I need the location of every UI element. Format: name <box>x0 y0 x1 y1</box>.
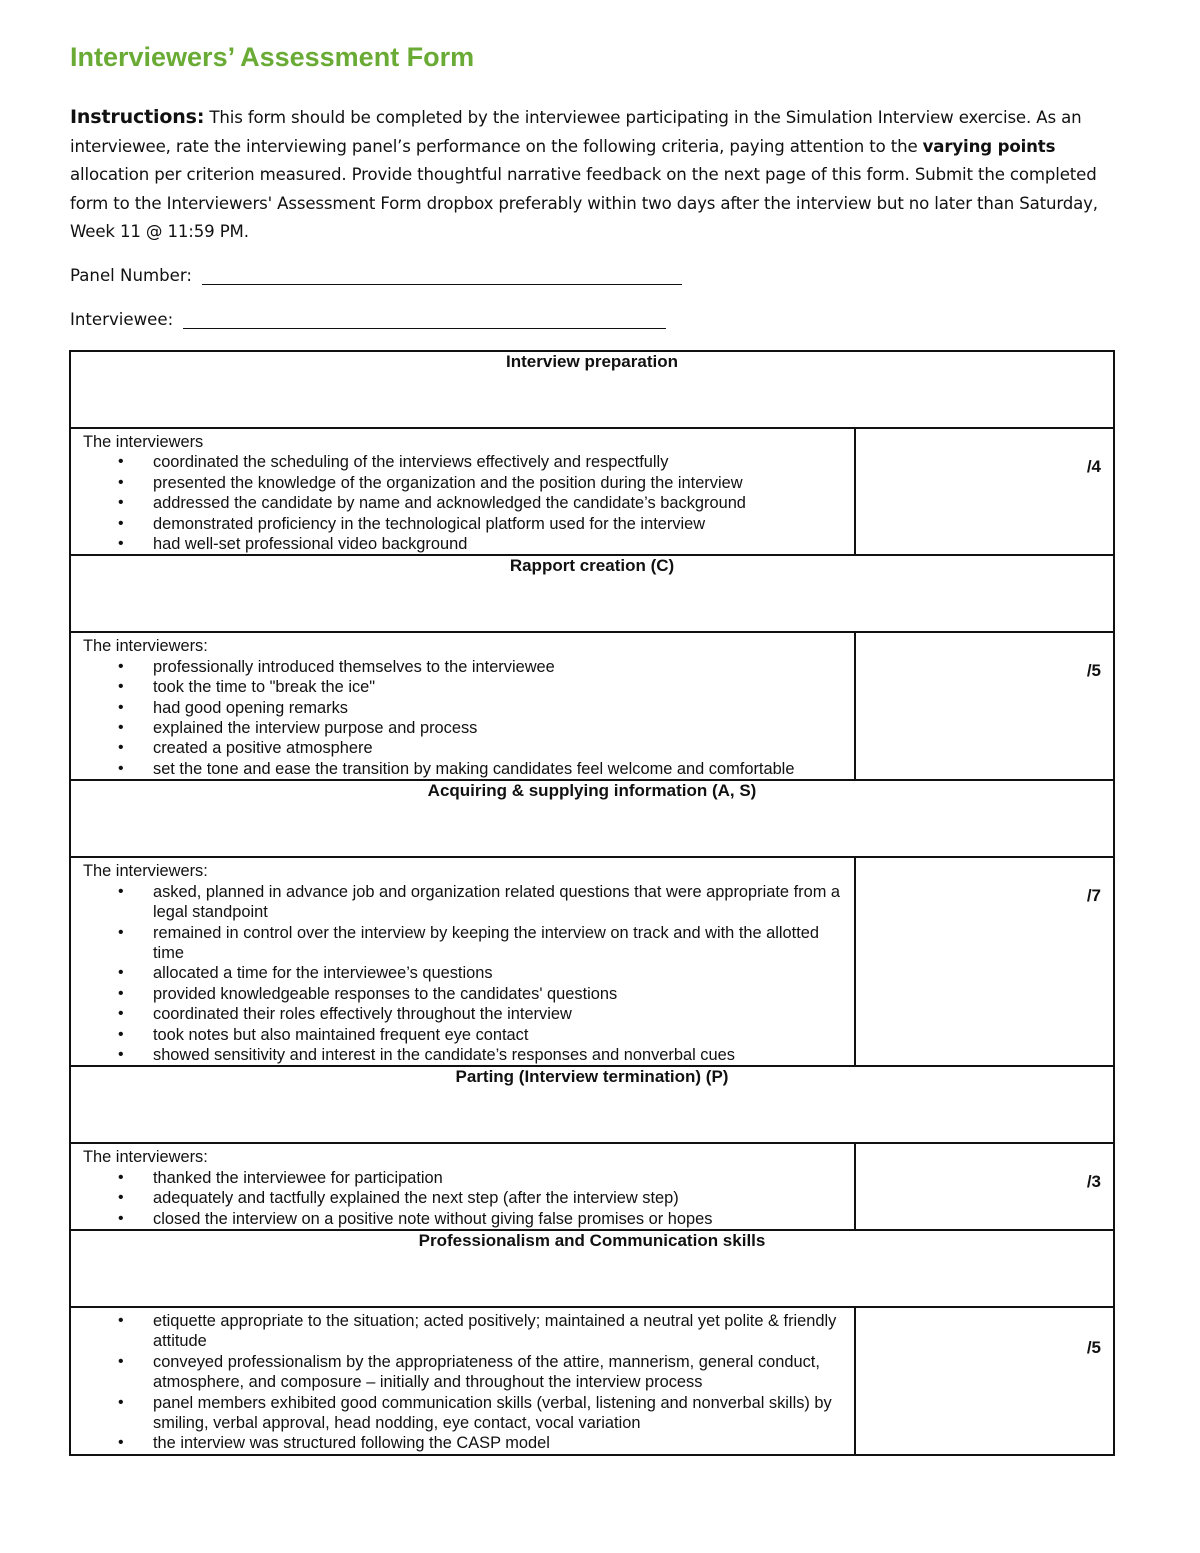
criteria-list <box>83 1168 844 1229</box>
instructions-paragraph <box>70 103 1135 247</box>
criteria-item: • allocated a time for the interviewee’s questions <box>153 963 844 983</box>
criteria-item: • created a positive atmosphere <box>153 738 844 758</box>
criteria-item: • had good opening remarks <box>153 698 844 718</box>
criteria-item: • closed the interview on a positive note without giving false promises or hopes <box>153 1209 844 1229</box>
interviewee-field[interactable] <box>183 310 666 329</box>
criteria-cell <box>70 1307 855 1455</box>
panel-number-label: Panel Number: <box>70 266 192 285</box>
score-cell[interactable]: /7 <box>855 857 1114 1066</box>
score-cell[interactable]: /4 <box>855 428 1114 555</box>
criteria-cell <box>70 428 855 555</box>
criteria-item: • demonstrated proficiency in the technological platform used for the interview <box>153 514 844 534</box>
criteria-item: • remained in control over the interview by keeping the interview on track and with the allotted time <box>153 923 844 964</box>
criteria-list <box>83 657 844 779</box>
score-cell[interactable]: /5 <box>855 632 1114 780</box>
interviewee-label: Interviewee: <box>70 310 174 329</box>
panel-number-row <box>70 266 682 285</box>
score-cell[interactable]: /3 <box>855 1143 1114 1230</box>
section-heading: Rapport creation (C) <box>70 555 1114 632</box>
section-heading-row <box>70 351 1114 428</box>
criteria-item: • presented the knowledge of the organization and the position during the interview <box>153 473 844 493</box>
section-heading-row <box>70 555 1114 632</box>
panel-number-field[interactable] <box>202 266 682 285</box>
criteria-item: • had well-set professional video background <box>153 534 844 554</box>
criteria-intro: The interviewers: <box>83 862 208 881</box>
criteria-item: • explained the interview purpose and process <box>153 718 844 738</box>
section-heading-row <box>70 1066 1114 1143</box>
criteria-item: • panel members exhibited good communication skills (verbal, listening and nonverbal skills) by smiling, verbal approval, head nodding, eye contact, vocal variation <box>153 1393 844 1434</box>
section-heading: Professionalism and Communication skills <box>70 1230 1114 1307</box>
section-heading: Interview preparation <box>70 351 1114 428</box>
page-title: Interviewers’ Assessment Form <box>70 42 475 72</box>
criteria-item: • thanked the interviewee for participation <box>153 1168 844 1188</box>
criteria-item: • conveyed professionalism by the appropriateness of the attire, mannerism, general conduct, atmosphere, and composure – initially and throughout the interview process <box>153 1352 844 1393</box>
criteria-item: • professionally introduced themselves to the interviewee <box>153 657 844 677</box>
criteria-list <box>83 1311 844 1454</box>
criteria-intro: The interviewers <box>83 433 204 451</box>
instructions-lead: Instructions: <box>70 106 205 128</box>
criteria-item: • set the tone and ease the transition by making candidates feel welcome and comfortable <box>153 759 844 779</box>
criteria-intro: The interviewers: <box>83 1148 208 1167</box>
instructions-text-2: allocation per criterion measured. Provide thoughtful narrative feedback on the next page of this form. Submit the completed form to the Interviewers' Assessment Form dropbox preferably within two days after the interview but no later than Saturday, Week 11 @ 11:59 PM. <box>70 165 1098 241</box>
criteria-item: • etiquette appropriate to the situation; acted positively; maintained a neutral yet polite & friendly attitude <box>153 1311 844 1352</box>
criteria-item: • showed sensitivity and interest in the candidate’s responses and nonverbal cues <box>153 1045 844 1065</box>
criteria-row <box>70 1143 1114 1230</box>
section-heading-row <box>70 1230 1114 1307</box>
criteria-cell <box>70 857 855 1066</box>
criteria-intro: The interviewers: <box>83 637 208 656</box>
criteria-item: • adequately and tactfully explained the next step (after the interview step) <box>153 1188 844 1208</box>
criteria-item: • coordinated the scheduling of the interviews effectively and respectfully <box>153 452 844 472</box>
criteria-item: • the interview was structured following the CASP model <box>153 1433 844 1453</box>
score-cell[interactable]: /5 <box>855 1307 1114 1455</box>
assessment-table <box>69 350 1115 1456</box>
criteria-item: • provided knowledgeable responses to the candidates' questions <box>153 984 844 1004</box>
criteria-cell <box>70 1143 855 1230</box>
criteria-item: • asked, planned in advance job and organization related questions that were appropriate from a legal standpoint <box>153 882 844 923</box>
instructions-text-1: This form should be completed by the interviewee participating in the Simulation Interview exercise. As an interviewee, rate the interviewing panel’s performance on the following criteria, paying attention to the <box>70 108 1082 156</box>
criteria-row <box>70 1307 1114 1455</box>
criteria-row <box>70 857 1114 1066</box>
interviewee-row <box>70 310 666 329</box>
criteria-list <box>83 882 844 1066</box>
instructions-emphasis: varying points <box>922 136 1056 156</box>
criteria-cell <box>70 632 855 780</box>
criteria-item: • coordinated their roles effectively throughout the interview <box>153 1004 844 1024</box>
criteria-item: • took notes but also maintained frequent eye contact <box>153 1025 844 1045</box>
section-heading: Acquiring & supplying information (A, S) <box>70 780 1114 857</box>
criteria-item: • addressed the candidate by name and acknowledged the candidate’s background <box>153 493 844 513</box>
criteria-row <box>70 428 1114 555</box>
criteria-list <box>83 452 844 554</box>
section-heading: Parting (Interview termination) (P) <box>70 1066 1114 1143</box>
criteria-row <box>70 632 1114 780</box>
criteria-item: • took the time to "break the ice" <box>153 677 844 697</box>
section-heading-row <box>70 780 1114 857</box>
